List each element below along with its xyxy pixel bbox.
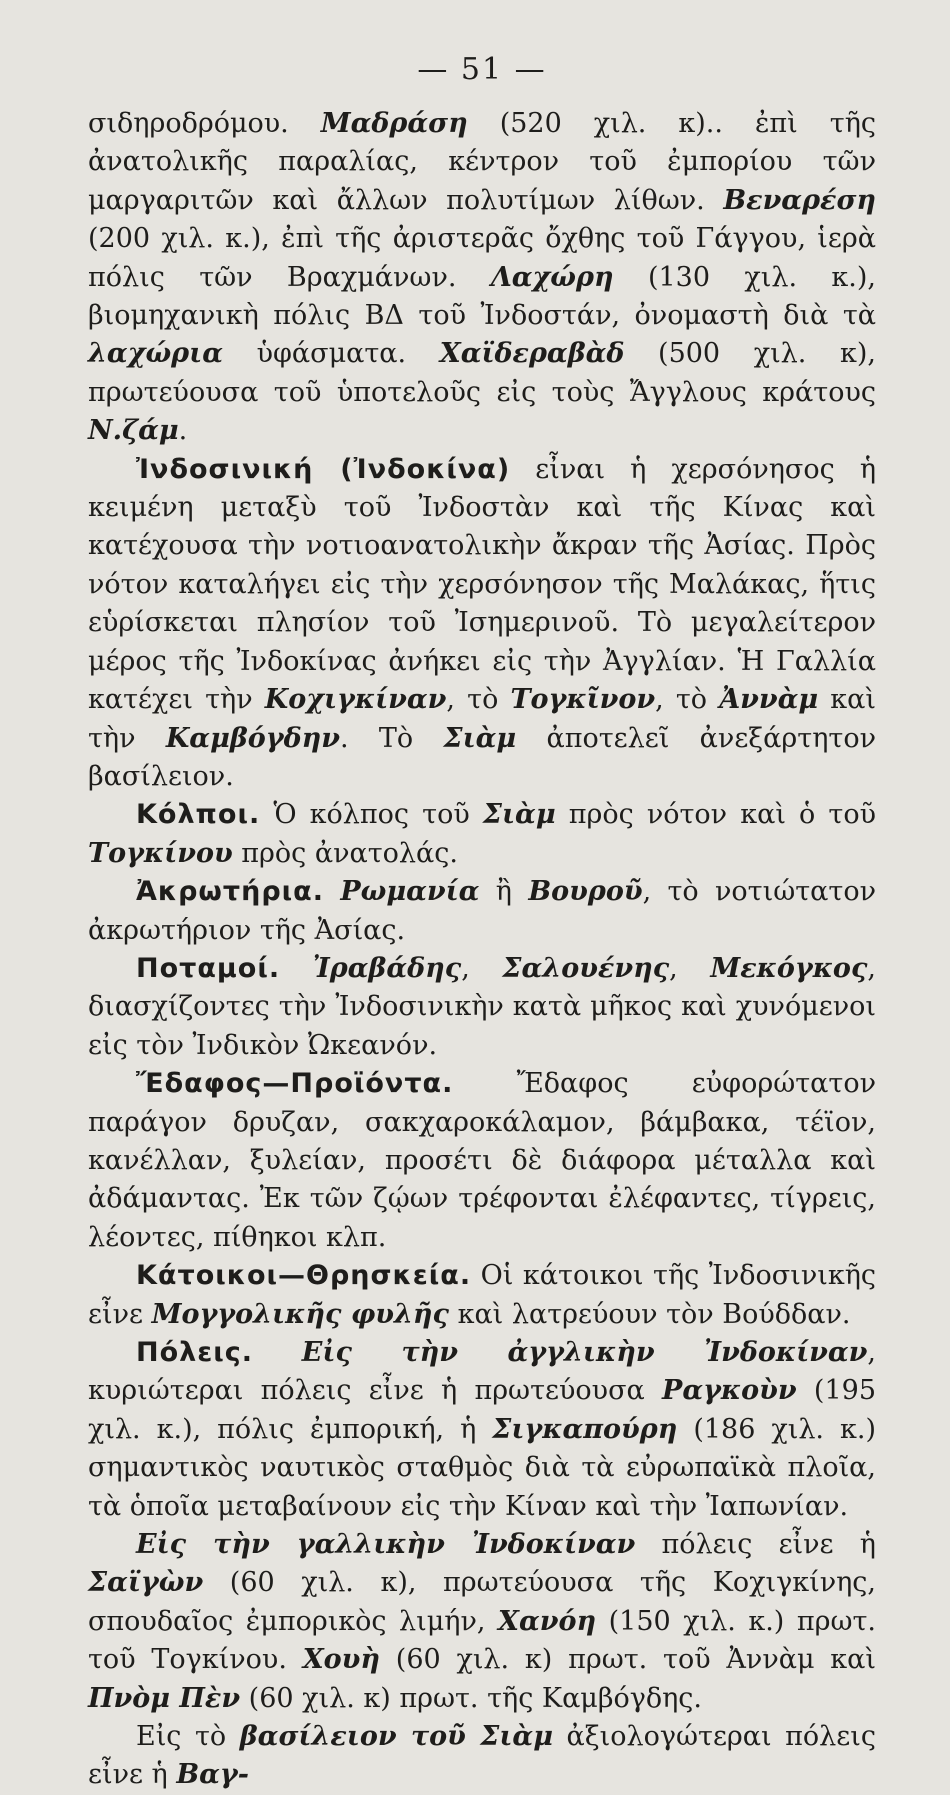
italic-term: Σιὰμ	[482, 799, 556, 831]
text-run	[280, 953, 313, 984]
cities-siam-paragraph	[88, 1718, 876, 1795]
soil-products-paragraph	[88, 1065, 876, 1257]
text-run: Ἔδαφος εὐφορώτατον παράγον δρυζαν, σακχαροκάλαμον, βάμβακα, τέϊον, κανέλλαν, ξυλείαν, προσέτι δὲ διάφορα μέταλλα καὶ ἀδάμαντας. Ἐκ τῶν ζῴων τρέφονται ἐλέφαντες, τίγρεις, λέοντες, πίθηκοι κλπ.	[88, 1068, 876, 1253]
text-run: ἢ	[479, 876, 529, 908]
italic-term: Μεκόγκος	[710, 952, 868, 984]
text-run: ἀξιολογώτεραι πόλεις εἶνε ἡ	[88, 1721, 876, 1791]
italic-term: Ἀννὰμ	[719, 684, 819, 716]
rivers-paragraph	[88, 950, 876, 1065]
text-run: εἶναι ἡ χερσόνησος ἡ κειμένη μεταξὺ τοῦ Ἰνδοστὰν καὶ τῆς Κίνας καὶ κατέχουσα τὴν νοτιοανατολικὴν ἄκραν τῆς Ἀσίας. Πρὸς νότον καταλήγει εἰς τὴν χερσόνησον τῆς Μαλάκας, ἥτις εὑρίσκεται πλησίον τοῦ Ἰσημερινοῦ. Τὸ μεγαλείτερον μέρος τῆς Ἰνδοκίνας ἀνήκει εἰς τὴν Ἀγγλίαν. Ἡ Γαλλία κατέχει τὴν	[88, 453, 877, 716]
text-run: , τὸ	[446, 684, 511, 716]
italic-term: Ραγκοὺν	[662, 1375, 797, 1407]
text-run: πόλεις εἶνε ἡ	[635, 1529, 876, 1561]
italic-term: Σαϊγὼν	[88, 1567, 204, 1599]
text-run: (60 χιλ. κ) πρωτ. τῆς Καμβόγδης.	[240, 1682, 702, 1714]
text-run: (60 χιλ. κ) πρωτ. τοῦ Ἀννὰμ καὶ	[380, 1644, 876, 1676]
italic-term: Λαχώρη	[490, 261, 614, 293]
italic-term: Εἰς τὴν ἀγγλικὴν Ἰνδοκίναν	[301, 1337, 868, 1368]
text-run: (195 χιλ. κ.), πόλις ἐμπορική, ἡ	[88, 1375, 876, 1445]
text-run: ἀποτελεῖ ἀνεξάρτητον βασίλειον.	[88, 722, 876, 792]
text-run: (520 χιλ. κ).. ἐπὶ τῆς ἀνατολικῆς παραλίας, κέντρον τοῦ ἐμπορίου τῶν μαργαριτῶν καὶ ἄλλων πολυτίμων λίθων.	[88, 108, 876, 216]
italic-term: Τογκίνου	[88, 837, 233, 869]
text-run: .	[178, 415, 188, 447]
text-run: ,	[461, 952, 503, 984]
cities-english-indochina-paragraph	[88, 1334, 876, 1526]
text-run: πρὸς ἀνατολάς.	[232, 837, 458, 869]
section-heading: Πόλεις.	[136, 1337, 254, 1368]
italic-term: Σιὰμ	[443, 722, 517, 754]
text-run: (60 χιλ. κ), πρωτεύουσα τῆς Κοχιγκίνης, σπουδαῖος ἐμπορικὸς λιμήν,	[88, 1567, 876, 1637]
text-run: (130 χιλ. κ.), βιομηχανικὴ πόλις ΒΔ τοῦ Ἰνδοστάν, ὀνομαστὴ διὰ τὰ	[88, 261, 876, 332]
cities-india-paragraph	[88, 105, 876, 451]
italic-term: βασίλειον τοῦ Σιὰμ	[239, 1721, 553, 1753]
italic-term: Χαϊδεραβὰδ	[439, 338, 625, 370]
text-run: , τὸ νοτιώτατον ἀκρωτήριον τῆς Ἀσίας.	[88, 876, 876, 946]
text-run: (200 χιλ. κ.), ἐπὶ τῆς ἀριστερᾶς ὄχθης τοῦ Γάγγου, ἱερὰ πόλις τῶν Βραχμάνων.	[88, 223, 876, 293]
section-heading: Κόλποι.	[136, 799, 261, 831]
text-run: Εἰς τὸ	[136, 1721, 240, 1753]
italic-term: λαχώρια	[88, 338, 223, 370]
cities-french-indochina-paragraph	[88, 1526, 876, 1718]
italic-term: Σαλουένης	[502, 952, 670, 984]
italic-term: Βουροῦ	[528, 876, 643, 908]
italic-term: Μαδράση	[320, 108, 468, 139]
italic-term: Μογγολικῆς φυλῆς	[151, 1298, 449, 1330]
text-run: καὶ τὴν	[88, 684, 876, 754]
text-run: πρὸς νότον καὶ ὁ τοῦ	[555, 799, 876, 831]
italic-term: Ἰραβάδης	[312, 952, 462, 984]
gulfs-paragraph	[88, 796, 876, 873]
section-heading: Ἀκρωτήρια.	[136, 876, 324, 908]
text-run: καὶ λατρεύουν τὸν Βούδδαν.	[448, 1298, 851, 1330]
text-run: . Τὸ	[340, 722, 444, 754]
capes-paragraph	[88, 873, 876, 950]
italic-term: Εἰς τὴν γαλλικὴν Ἰνδοκίναν	[136, 1529, 636, 1561]
text-run: , διασχίζοντες τὴν Ἰνδοσινικὴν κατὰ μῆκος καὶ χυνόμενοι εἰς τὸν Ἰνδικὸν Ὠκεανόν.	[88, 952, 876, 1061]
italic-term: Τογκῖνον	[510, 684, 656, 716]
indochina-intro-paragraph	[88, 451, 876, 797]
text-run	[253, 1337, 302, 1368]
text-run: , κυριώτεραι πόλεις εἶνε ἡ πρωτεύουσα	[88, 1337, 876, 1407]
section-heading: Ἔδαφος—Προϊόντα.	[136, 1068, 454, 1100]
italic-term: Καμβόγδην	[165, 722, 340, 754]
page-number: — 51 —	[417, 52, 547, 87]
section-heading: Ποταμοί.	[136, 952, 281, 984]
text-run: ,	[669, 952, 711, 984]
section-heading: Ἰνδοσινική (Ἰνδοκίνα)	[136, 453, 511, 485]
text-run: (186 χιλ. κ.) σημαντικὸς ναυτικὸς σταθμὸς διὰ τὰ εὐρωπαϊκὰ πλοῖα, τὰ ὁποῖα μεταβαίνουν εἰς τὴν Κίναν καὶ τὴν Ἰαπωνίαν.	[88, 1413, 876, 1522]
text-run: (500 χιλ. κ), πρωτεύουσα τοῦ ὑποτελοῦς εἰς τοὺς Ἄγγλους κράτους	[88, 338, 876, 408]
text-run	[324, 876, 340, 907]
text-run: (150 χιλ. κ.) πρωτ. τοῦ Τογκίνου.	[88, 1605, 877, 1676]
italic-term: Ρωμανία	[340, 876, 480, 908]
text-run: , τὸ	[655, 684, 720, 716]
inhabitants-religion-paragraph	[88, 1257, 876, 1334]
italic-term: Ν.ζάμ	[88, 415, 179, 447]
italic-term: Πνὸμ Πὲν	[88, 1682, 241, 1714]
italic-term: Χανόη	[498, 1605, 597, 1637]
italic-term: Σιγκαπούρη	[492, 1413, 678, 1445]
text-run: Ὁ κόλπος τοῦ	[260, 799, 483, 831]
italic-term: Χουὴ	[302, 1644, 381, 1676]
section-heading: Κάτοικοι—Θρησκεία.	[136, 1260, 472, 1292]
italic-term: Βεναρέση	[723, 184, 876, 216]
text-run: σιδηροδρόμου.	[88, 108, 321, 139]
text-run: Οἱ κάτοικοι τῆς Ἰνδοσινικῆς εἶνε	[88, 1260, 876, 1330]
italic-term: Κοχιγκίναν	[264, 684, 447, 716]
italic-term: Βαγ-	[176, 1759, 249, 1791]
text-run: ὑφάσματα.	[222, 338, 440, 370]
